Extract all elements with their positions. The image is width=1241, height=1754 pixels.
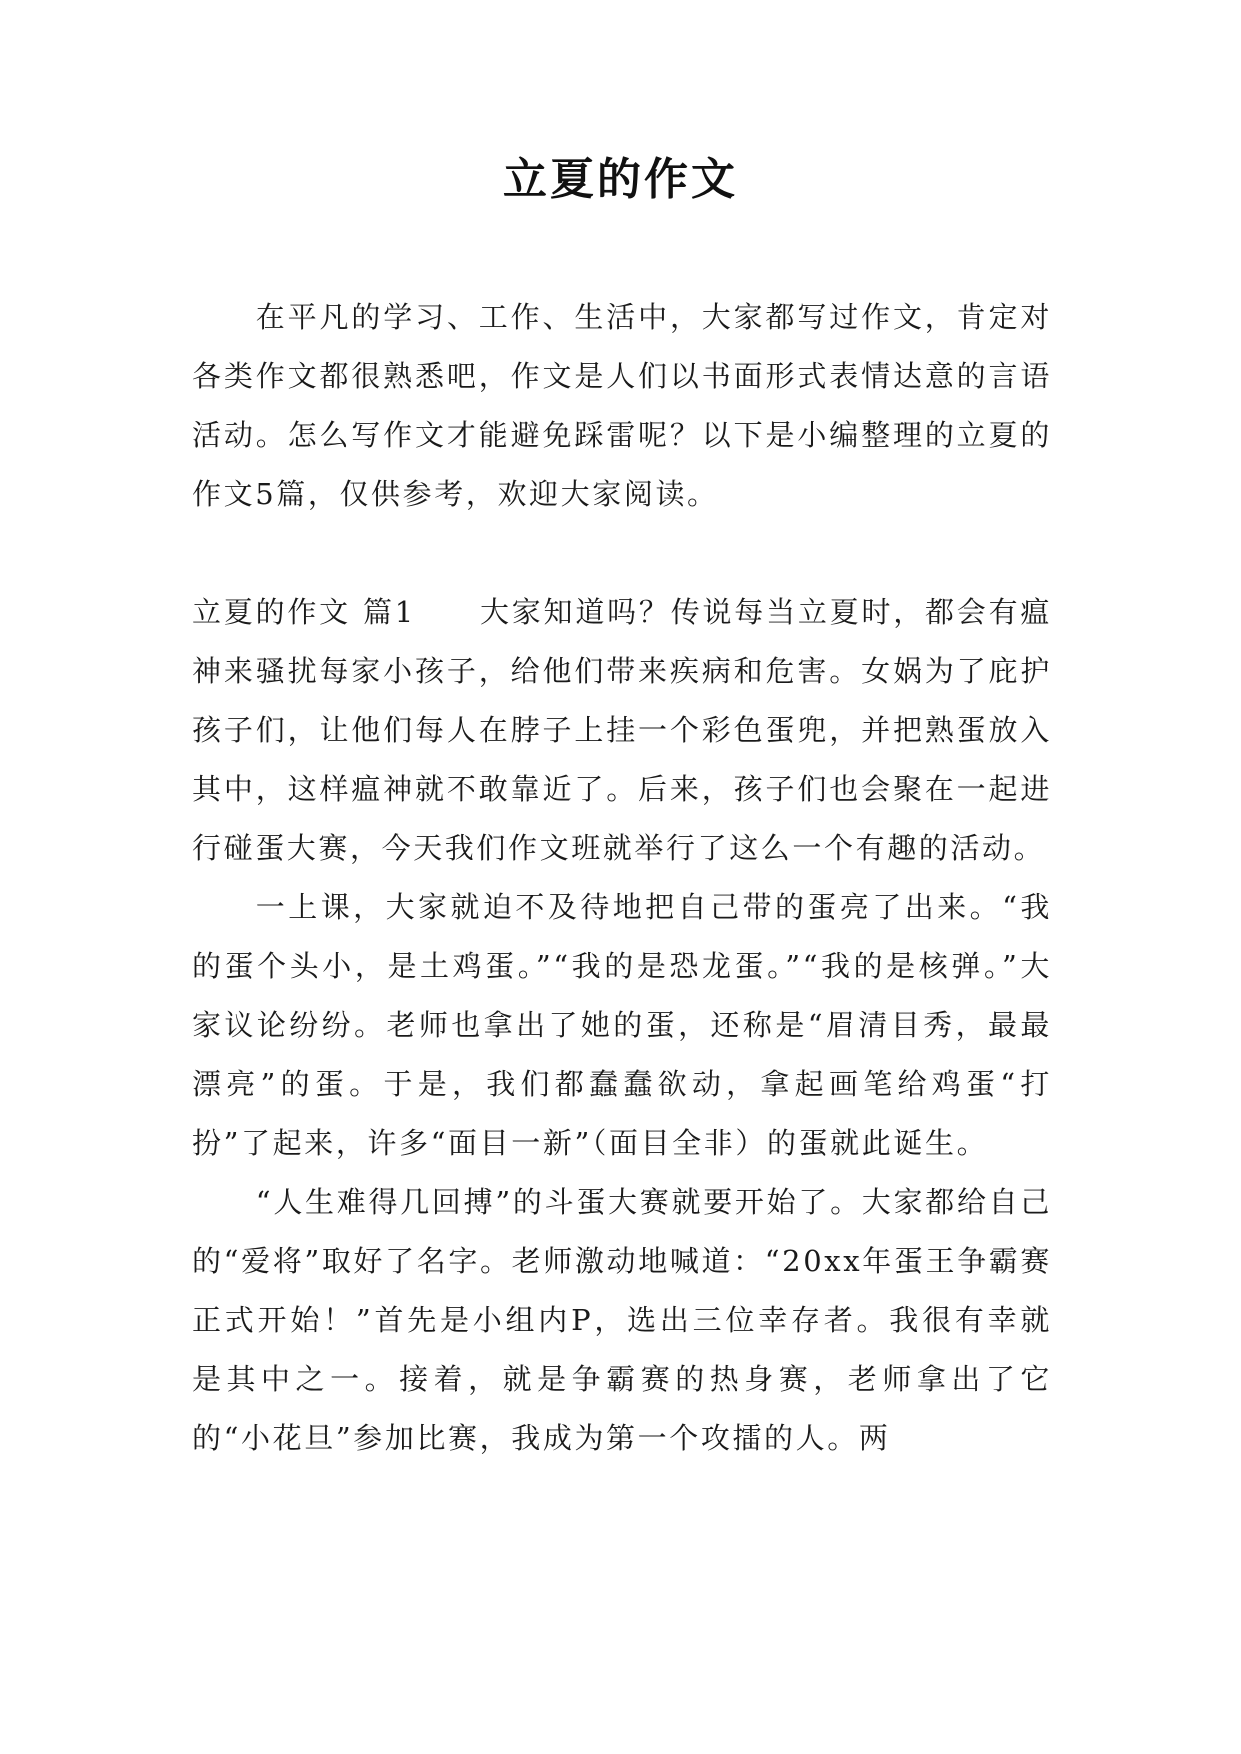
section-1-paragraph: “人生难得几回搏”的斗蛋大赛就要开始了。大家都给自己的“爱将”取好了名字。老师激动地喊道：“20xx年蛋王争霸赛正式开始！”首先是小组内P，选出三位幸存者。我很有幸就是其中之一。接着，就是争霸赛的热身赛，老师拿出了它的“小花旦”参加比赛，我成为第一个攻擂的人。两	[192, 1185, 1052, 1455]
intro-paragraph: 在平凡的学习、工作、生活中，大家都写过作文，肯定对各类作文都很熟悉吧，作文是人们以书面形式表情达意的言语活动。怎么写作文才能避免踩雷呢？以下是小编整理的立夏的作文5篇，仅供参考，欢迎大家阅读。	[192, 300, 1052, 511]
section-1-first-paragraph-text: 大家知道吗？传说每当立夏时，都会有瘟神来骚扰每家小孩子，给他们带来疾病和危害。女娲为了庇护孩子们，让他们每人在脖子上挂一个彩色蛋兜，并把熟蛋放入其中，这样瘟神就不敢靠近了。后来，孩子们也会聚在一起进行碰蛋大赛，今天我们作文班就举行了这么一个有趣的活动。	[192, 595, 1052, 865]
section-1-label: 立夏的作文 篇1	[192, 595, 416, 629]
section-1-paragraph: 一上课，大家就迫不及待地把自己带的蛋亮了出来。“我的蛋个头小，是土鸡蛋。”“我的是恐龙蛋。”“我的是核弹。”大家议论纷纷。老师也拿出了她的蛋，还称是“眉清目秀，最最漂亮”的蛋。于是，我们都蠢蠢欲动，拿起画笔给鸡蛋“打扮”了起来，许多“面目一新”（面目全非）的蛋就此诞生。	[192, 890, 1052, 1160]
document-title: 立夏的作文	[503, 154, 738, 205]
document-body	[192, 288, 1052, 1468]
section-1-first-paragraph	[192, 583, 1052, 878]
